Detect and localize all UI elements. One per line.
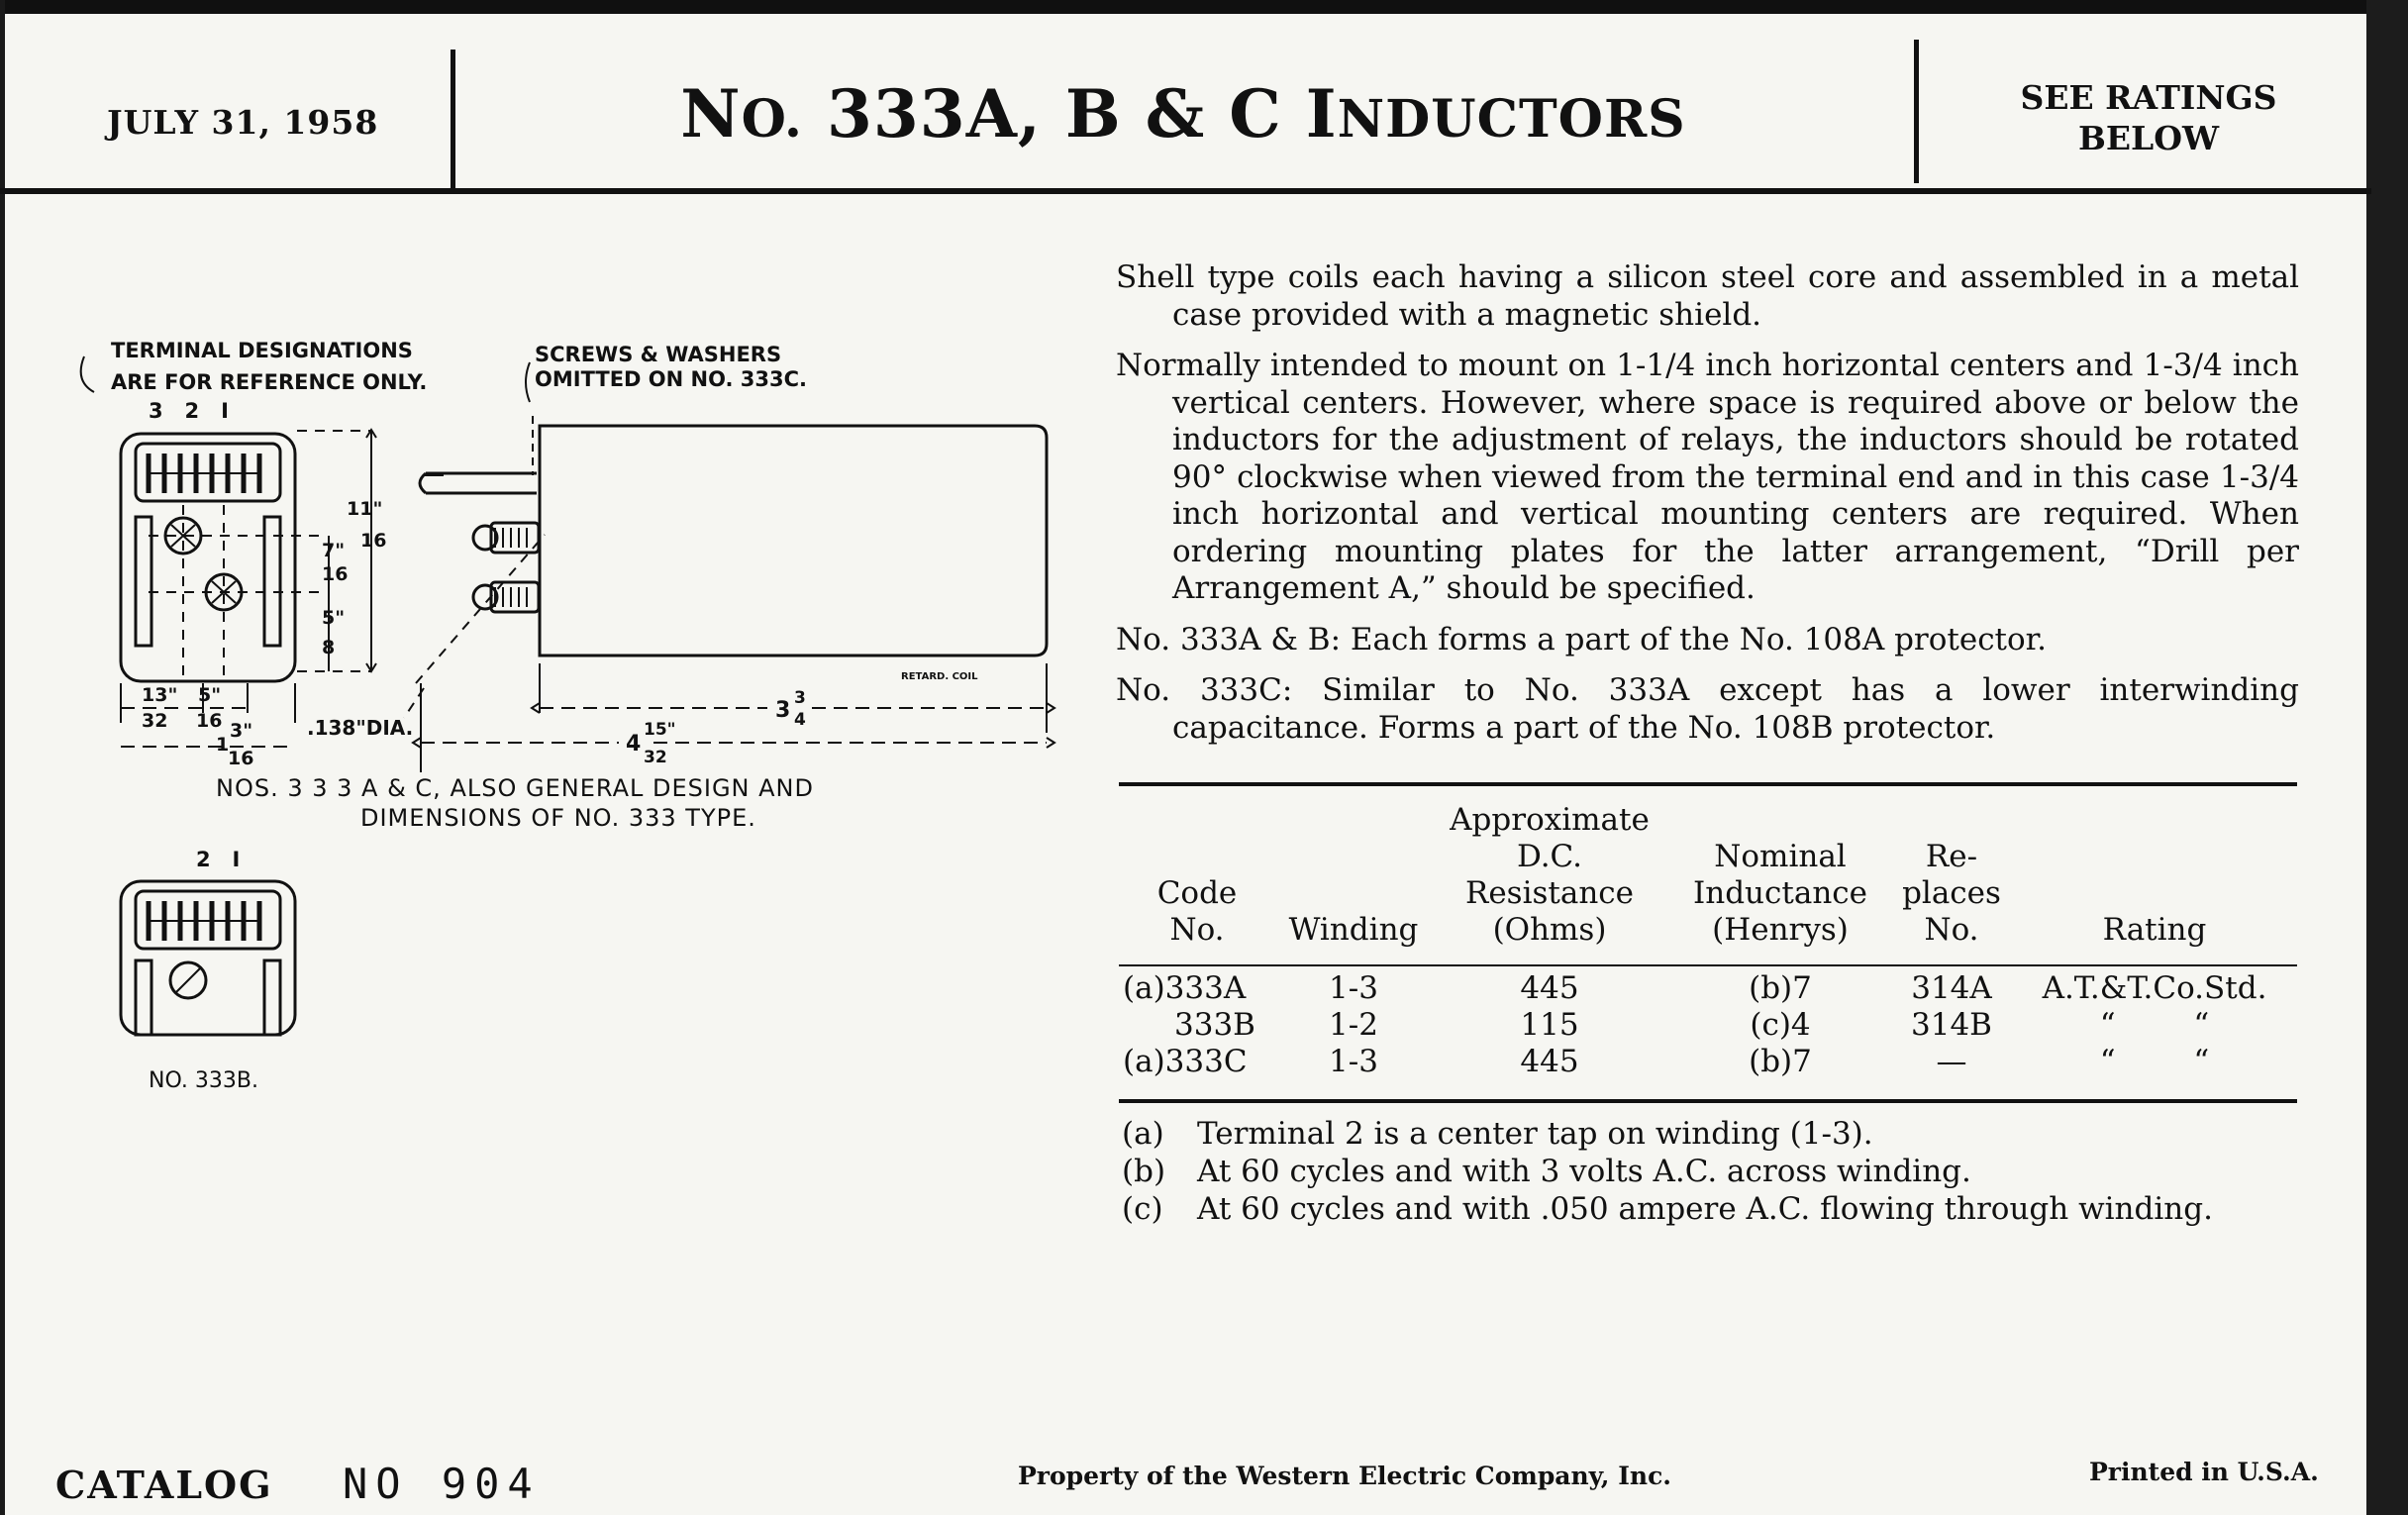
cell-replaces: — <box>1936 1044 1967 1079</box>
note-a: (a) Terminal 2 is a center tap on winding (1-3). <box>1122 1116 1873 1152</box>
cell-winding: 1-2 <box>1329 1007 1378 1043</box>
cell-resistance: 115 <box>1520 1007 1579 1043</box>
cell-rating: “ “ <box>2099 1044 2210 1079</box>
cell-inductance: (b)7 <box>1749 1044 1812 1079</box>
case-label: RETARD. COIL <box>901 671 978 682</box>
cell-code: (a)333C <box>1123 1044 1248 1079</box>
description-paragraph: Normally intended to mount on 1-1/4 inch horizontal centers and 1-3/4 inch vertical centers. However, where space is required above or below the inductors for the adjustment of relays, the inductors should be rotated 90° clockwise when viewed from the terminal end and in this case 1-3/4 inch horizontal and vertical mounting centers are required. When ordering mounting plates for the latter arrangement, “Drill per Arrangement A,” should be specified. <box>1116 348 2299 606</box>
printed-notice: Printed in U.S.A. <box>2089 1458 2319 1486</box>
ratings-table <box>1119 802 2299 1092</box>
catalog-label: CATALOG <box>55 1463 273 1507</box>
header-rating: Rating <box>2102 912 2207 948</box>
header-code: Code No. <box>1156 875 1238 948</box>
note-c: (c) At 60 cycles and with .050 ampere A.C. flowing through winding. <box>1122 1191 2213 1227</box>
dim-3-3-4-den: 4 <box>794 710 806 730</box>
terminal-numbers: 3 2 I <box>149 399 229 423</box>
header-resistance: Approximate D.C. Resistance (Ohms) <box>1450 802 1650 948</box>
header-inductance: Nominal Inductance (Henrys) <box>1693 839 1867 948</box>
description-paragraph: No. 333A & B: Each forms a part of the No. 108A protector. <box>1116 621 2047 657</box>
description <box>1116 259 2299 760</box>
title-main: 333A, B & C I <box>802 75 1338 152</box>
dim-3-3-4-whole: 3 <box>775 698 791 723</box>
see-ratings-line-1: SEE RATINGS <box>2020 78 2277 117</box>
catalog-number: NO 904 <box>343 1460 541 1508</box>
dim-4-15-32-den: 32 <box>644 748 667 767</box>
dim-3-3-4-num: 3 <box>794 688 806 708</box>
cell-replaces: 314A <box>1911 970 1992 1006</box>
property-notice: Property of the Western Electric Company, Inc. <box>1018 1462 1672 1490</box>
dim-4-15-32-whole: 4 <box>626 732 642 757</box>
header-replaces: Re- places No. <box>1902 839 2001 948</box>
inductor-drawing <box>0 327 1089 1119</box>
see-ratings-note <box>1931 77 2366 158</box>
cell-replaces: 314B <box>1911 1007 1992 1043</box>
cell-resistance: 445 <box>1520 1044 1579 1079</box>
dim-13-32-den: 32 <box>142 710 168 732</box>
terminal-numbers-333b: 2 I <box>196 848 241 871</box>
title-prefix: N <box>680 75 742 152</box>
description-paragraph: No. 333C: Similar to No. 333A except has a lower interwinding capacitance. Forms a part of the No. 108B protector. <box>1116 672 2299 746</box>
table-row <box>1119 957 2299 1007</box>
dim-1-3-16-den: 16 <box>228 748 254 769</box>
cell-rating: A.T.&T.Co.Std. <box>2042 970 2267 1006</box>
cell-rating: “ “ <box>2099 1007 2210 1043</box>
drawing-caption-333b: NO. 333B. <box>149 1068 258 1093</box>
cell-code: (a)333A <box>1123 970 1247 1006</box>
dim-13-32-num: 13" <box>142 684 178 706</box>
cell-code: 333B <box>1174 1007 1255 1043</box>
table-bottom-rule <box>1119 1099 2297 1103</box>
table-row <box>1119 1007 2299 1044</box>
cell-winding: 1-3 <box>1329 970 1378 1006</box>
header-date: JULY 31, 1958 <box>107 103 379 142</box>
dim-4-15-32-num: 15" <box>644 720 676 740</box>
dim-diameter: .138"DIA. <box>307 716 414 740</box>
description-paragraph: Shell type coils each having a silicon steel core and assembled in a metal case provided with a magnetic shield. <box>1116 259 2299 333</box>
cell-resistance: 445 <box>1520 970 1579 1006</box>
dim-5-16-den: 16 <box>196 710 223 732</box>
dim-1-3-16-num: 3" <box>230 720 253 742</box>
cell-winding: 1-3 <box>1329 1044 1378 1079</box>
drawing-caption-2: DIMENSIONS OF NO. 333 TYPE. <box>360 804 756 832</box>
terminal-note-2: ARE FOR REFERENCE ONLY. <box>111 370 428 394</box>
cell-inductance: (c)4 <box>1750 1007 1811 1043</box>
terminal-note-1: TERMINAL DESIGNATIONS <box>111 339 413 362</box>
screws-note-2: OMITTED ON NO. 333C. <box>535 367 807 391</box>
title-o: O. <box>741 89 803 150</box>
dim-11-16-num: 11" <box>347 498 383 520</box>
dim-5-16-num: 5" <box>198 684 222 706</box>
table-row <box>1119 1044 2299 1092</box>
side-view-case <box>540 426 1047 656</box>
header-winding: Winding <box>1288 912 1419 948</box>
see-ratings-line-2: BELOW <box>2077 119 2220 157</box>
table-top-rule <box>1119 782 2297 786</box>
drawing-caption-1: NOS. 3 3 3 A & C, ALSO GENERAL DESIGN AND <box>216 774 814 802</box>
dim-7-16-num: 7" <box>322 540 346 561</box>
screws-note-1: SCREWS & WASHERS <box>535 343 782 366</box>
page-title <box>465 75 1901 152</box>
note-b: (b) At 60 cycles and with 3 volts A.C. across winding. <box>1122 1154 1971 1189</box>
cell-inductance: (b)7 <box>1749 970 1812 1006</box>
dim-11-16-den: 16 <box>360 530 387 552</box>
table-notes <box>1122 1115 2213 1228</box>
dim-7-16-den: 16 <box>322 563 349 585</box>
dim-5-8-den: 8 <box>322 637 336 658</box>
table-header-row <box>1119 802 2299 957</box>
dim-1-3-16-whole: 1 <box>216 734 230 756</box>
title-tail: NDUCTORS <box>1337 89 1686 150</box>
dim-5-8-num: 5" <box>322 607 346 629</box>
